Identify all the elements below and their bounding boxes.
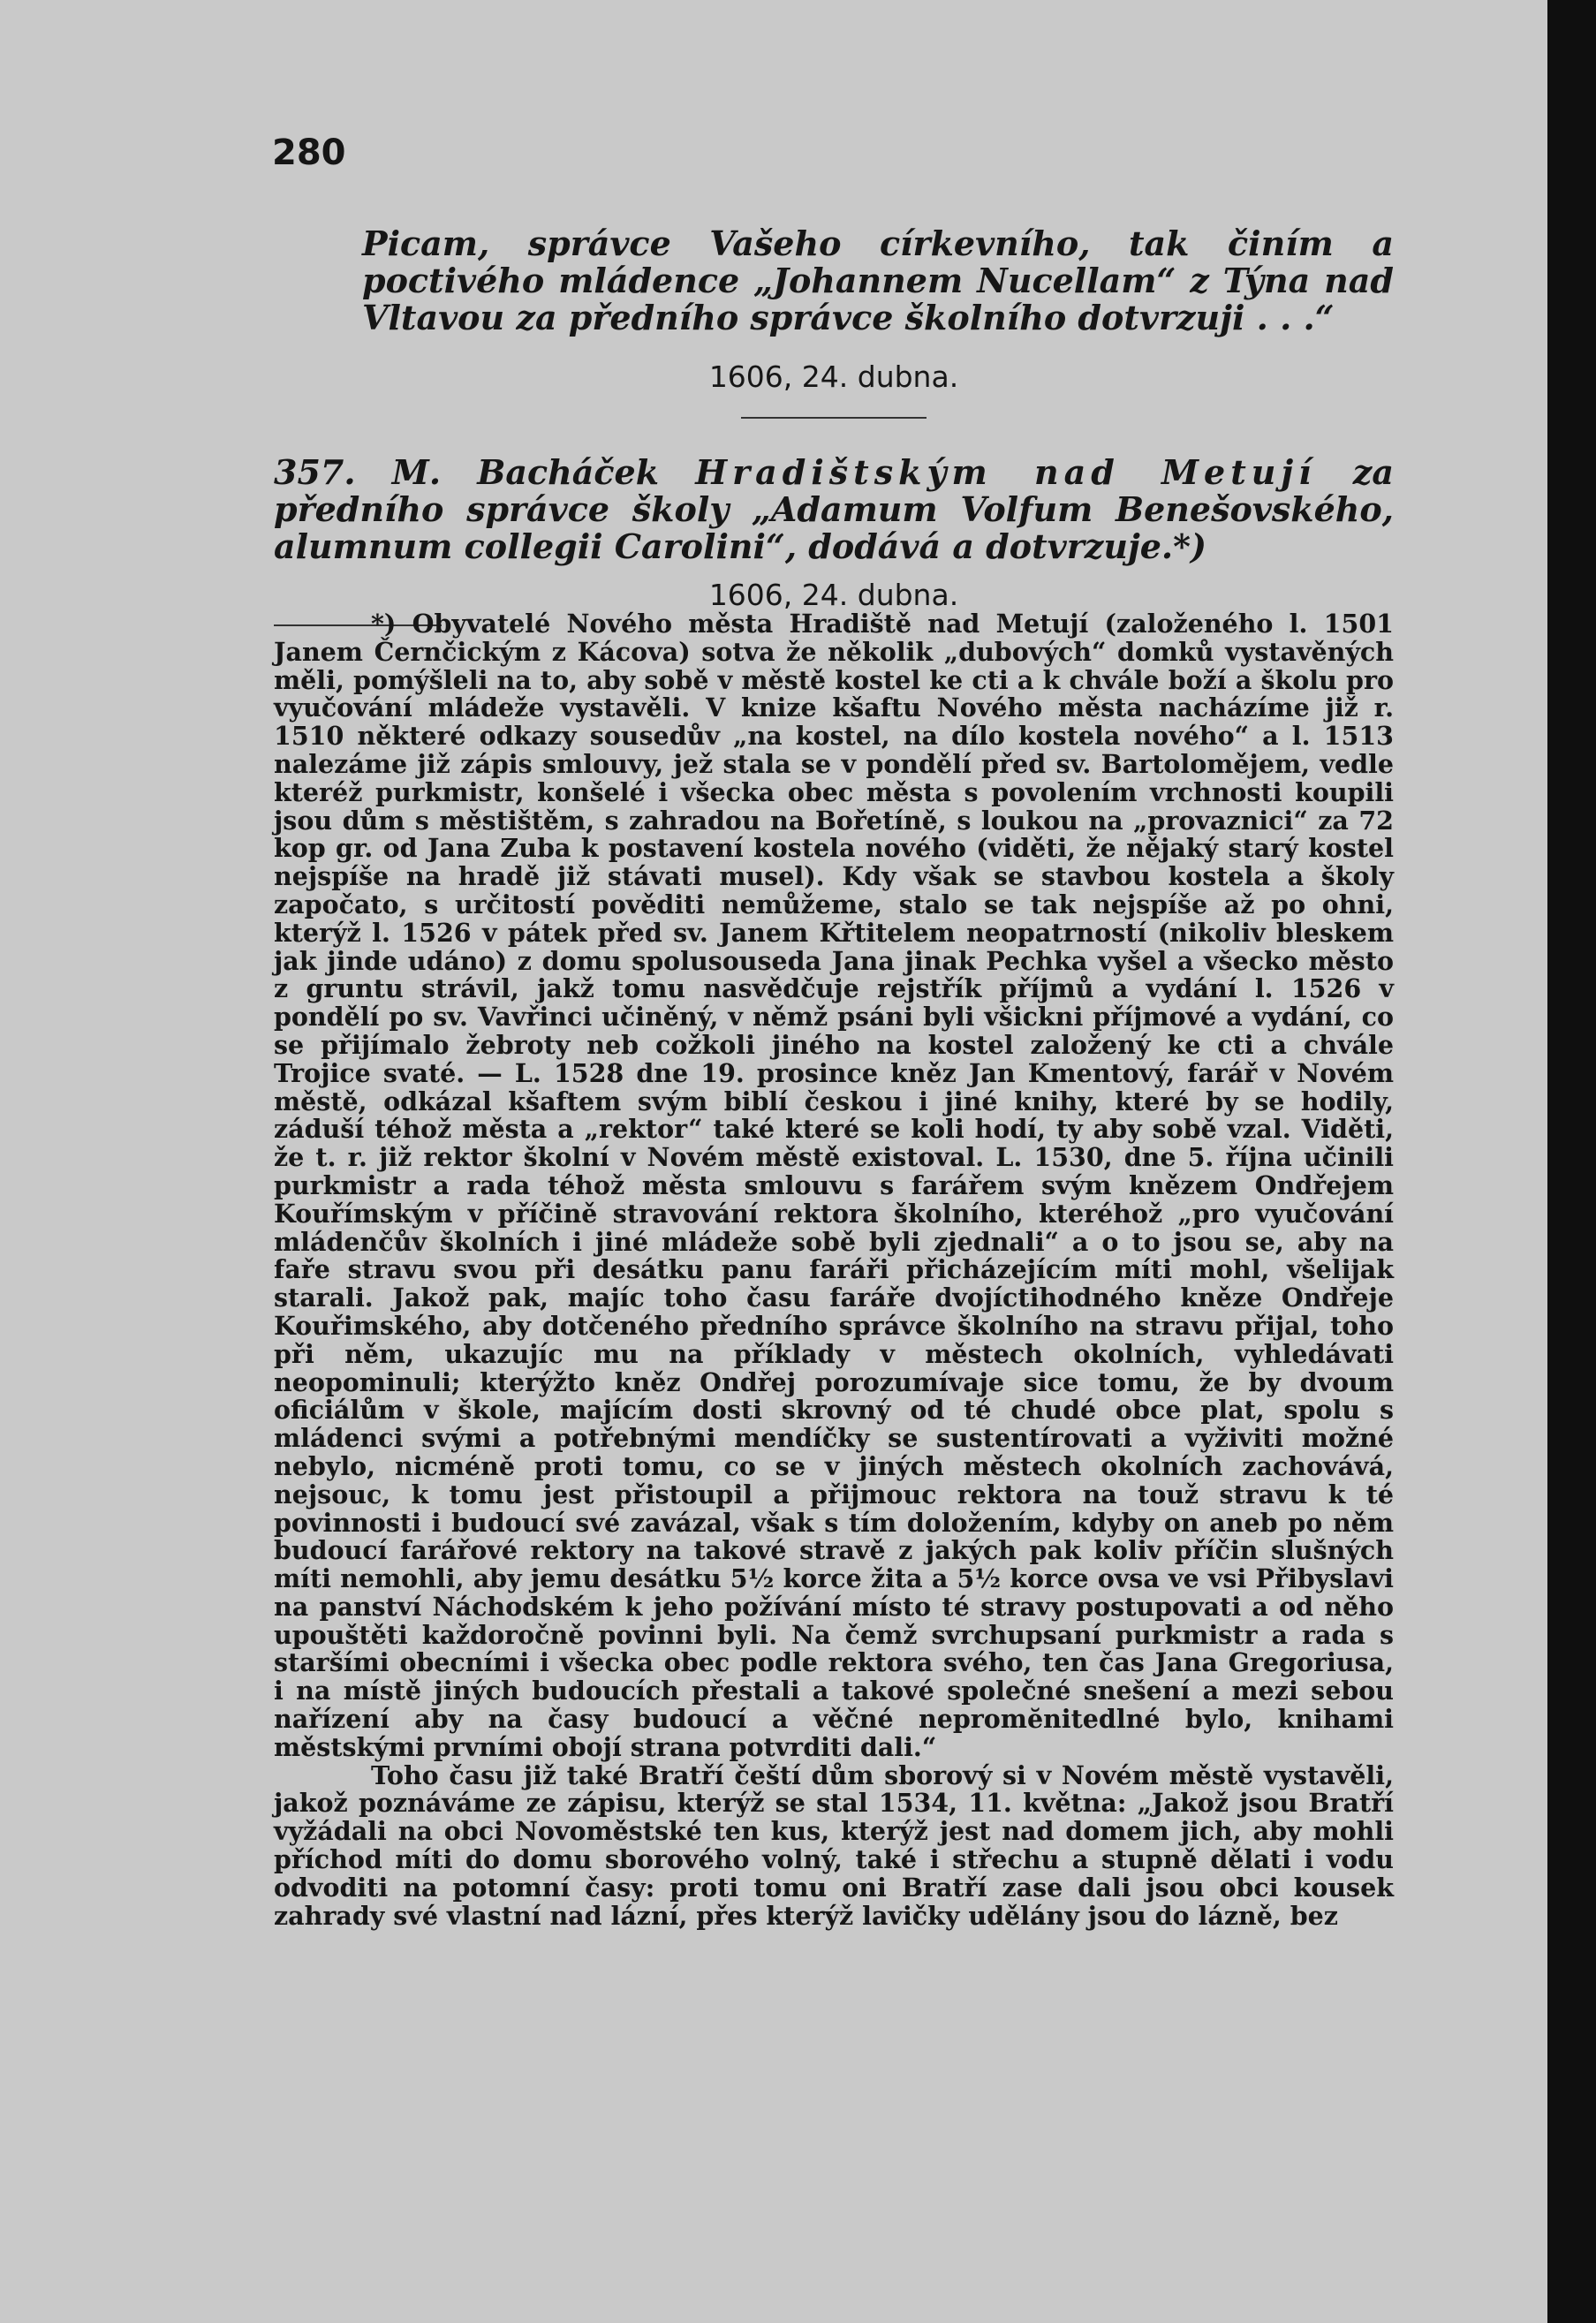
entry-lead: M. Bacháček: [391, 452, 660, 492]
footnote-paragraph: *) Obyvatelé Nového města Hradiště nad Metují (založeného l. 1501 Janem Černčickým z Kácova) sotva že několik „dubových“ domků vystavěných měli, pomýšleli na to, aby sobě v městě kostel ke cti a k chvále boží a školu pro vyučování mládeže vystavěli. V knize kšaftu Nového města nacházíme již r. 1510 některé odkazy sousedův „na kostel, na dílo kostela nového“ a l. 1513 nalezáme již zápis smlouvy, jež stala se v pondělí před sv. Bartolomějem, vedle kteréž purkmistr, konšelé i všecka obec města s povolením vrchnosti koupili jsou dům s městištěm, s zahradou na Bořetíně, s loukou na „provaznici“ za 72 kop gr. od Jana Zuba k postavení kostela nového (viděti, že nějaký starý kostel nejspíše na hradě již stávati musel). Kdy však se stavbou kostela a školy započato, s určitostí pověditi nemůžeme, stalo se tak nejspíše až po ohni, kterýž l. 1526 v pátek před sv. Janem Křtitelem neopatrností (nikoliv bleskem jak jinde udáno) z domu spolusouseda Jana jinak Pechka vyšel a všecko město z gruntu strávil, jakž tomu nasvědčuje rejstřík příjmů a vydání l. 1526 v pondělí po sv. Vavřinci učiněný, v němž psáni byli všickni příjmové a vydání, co se přijímalo žebroty neb cožkoli jiného na kostel založený ke cti a chvále Trojice svaté. — L. 1528 dne 19. prosince kněz Jan Kmentový, farář v Novém městě, odkázal kšaftem svým biblí českou i jiné knihy, které by se hodily, záduší téhož města a „rektor“ také které se koli hodí, ty aby sobě vzal. Viděti, že t. r. již rektor školní v Novém městě existoval. L. 1530, dne 5. října učinili purkmistr a rada téhož města smlouvu s farářem svým knězem Ondřejem Kouřímským v příčině stravování rektora školního, kteréhož „pro vyučování mládenčův školních i jiné mládeže sobě byli zjednali“ a o to jsou se, aby na faře stravu svou při desátku panu faráři přicházejícím míti mohl, všelijak starali. Jakož pak, majíc toho času faráře dvojíctihodného kněze Ondřeje Kouřimského, aby dotčeného předního správce školního na stravu přijal, toho při něm, ukazujíc mu na příklady v městech okolních, vyhledávati neopominuli; kterýžto kněz Ondřej porozumívaje sice tomu, že by dvoum oficiálům v škole, majícím dosti skrovný od té chudé obce plat, spolu s mládenci svými a potřebnými mendíčky se sustentírovati a vyživiti možné nebylo, nicméně proti tomu, co se v jiných městech okolních zachovává, nejsouc, k tomu jest přistoupil a přijmouc rektora na touž stravu k té povinnosti i budoucí své zavázal, však s tím doložením, kdyby on aneb po něm budoucí farářové rektory na takové stravě z jakých pak koliv příčin slušných míti nemohli, aby jemu desátku 5½ korce žita a 5½ korce ovsa ve vsi Přibyslavi na panství Náchodském k jeho požívání místo té stravy postupovati a od něho upouštěti každoročně povinni byli. Na čemž svrchupsaní purkmistr a rada s staršími obecními i všecka obec podle rektora svého, ten čas Jana Gregoriusa, i na místě jiných budoucích přestali a takové společné snešení a mezi sebou nařízení aby na časy budoucí a věčné nepromĕnitedlné bylo, knihami městskými prvními obojí strana potvrditi dali.“: [274, 609, 1394, 1762]
entry-number: 357.: [274, 452, 356, 492]
footnote-paragraph: Toho času již také Bratří čeští dům sborový si v Novém městě vystavěli, jakož poznáváme ze zápisu, kterýž se stal 1534, 11. května: „Jakož jsou Bratří vyžádali na obci Novoměstské ten kus, kterýž jest nad domem jich, aby mohli příchod míti do domu sborového volný, také i střechu a stupně dělati i vodu odvoditi na potomní časy: proti tomu oni Bratří zase dali jsou obci kousek zahrady své vlastní nad lázní, přes kterýž lavičky udělány jsou do lázně, bez: [274, 1759, 1394, 1931]
entry-heading: [274, 454, 1394, 565]
intro-text: Picam, správce Vašeho církevního, tak činím a poctivého mládence „Johannem Nucellam“ z Týna nad Vltavou za předního správce školního dotvrzuji . . .“: [362, 223, 1394, 337]
intro-date: 1606, 24. dubna.: [708, 359, 959, 394]
entry-rest: za předního správce školy „Adamum Volfum Benešovského, alumnum collegii Carolini“, dodává a dotvrzuje.*): [274, 452, 1394, 566]
entry-spaced-place: Hradištským nad Metují: [695, 452, 1317, 492]
page-number: 280: [272, 132, 346, 173]
scan-edge: [1547, 0, 1596, 2323]
footnote: [274, 610, 1394, 1930]
entry-date: 1606, 24. dubna.: [708, 578, 959, 612]
page-content: [274, 225, 1394, 1930]
section-separator: [741, 417, 927, 419]
